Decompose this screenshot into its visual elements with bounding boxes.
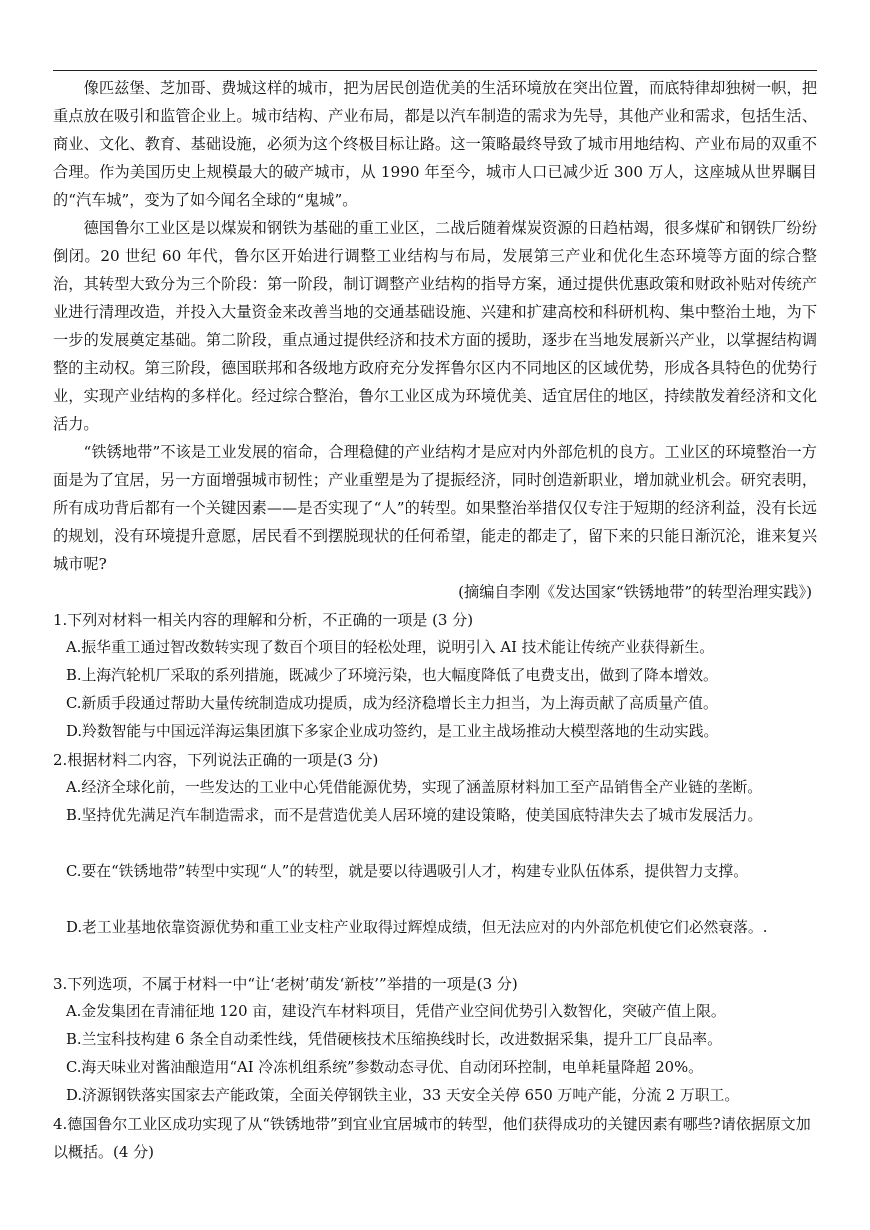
question-1-option-a: A.振华重工通过智改数转实现了数百个项目的轻松处理，说明引入 AI 技术能让传统产业获得新生。 [66,639,715,656]
passage-paragraph-3: “铁锈地带”不该是工业发展的宿命，合理稳健的产业结构才是应对内外部危机的良方。工业区的环境整治一方面是为了宜居，另一方面增强城市韧性；产业重塑是为了提振经济，同时创造新职业，增加就业机会。研究表明，所有成功背后都有一个关键因素——是否实现了“人”的转型。如果整治举措仅仅专注于短期的经济利益，没有长远的规划，没有环境提升意愿，居民看不到摆脱现状的任何希望，能走的都走了，留下来的只能日渐沉沦，谁来复兴城市呢? [53,443,817,573]
question-2-stem: 2.根据材料二内容，下列说法正确的一项是(3 分) [53,751,379,769]
question-1-stem: 1.下列对材料一相关内容的理解和分析，不正确的一项是 (3 分) [53,611,474,629]
question-3-option-a: A.金发集团在青浦征地 120 亩，建设汽车材料项目，凭借产业空间优势引入数智化，突破产值上限。 [66,1003,726,1020]
passage-source: (摘编自李刚《发达国家“铁锈地带”的转型治理实践》) [458,583,812,601]
question-2-option-b: B.坚持优先满足汽车制造需求，而不是营造优美人居环境的建设策略，使美国底特津失去了城市发展活力。 [66,807,763,824]
question-3-option-b: B.兰宝科技构建 6 条全自动柔性线，凭借硬核技术压缩换线时长，改进数据采集，提升工厂良品率。 [66,1031,722,1048]
top-rule [53,70,817,71]
question-1-option-b: B.上海汽轮机厂采取的系列措施，既减少了环境污染，也大幅度降低了电费支出，做到了降本增效。 [66,667,718,684]
question-3-option-c: C.海天味业对酱油酿造用“AI 冷冻机组系统”参数动态寻优、自动闭环控制，电单耗量降超 20%。 [66,1059,703,1076]
question-1-option-d: D.羚数智能与中国远洋海运集团旗下多家企业成功签约，是工业主战场推动大模型落地的生动实践。 [66,723,719,740]
question-2-option-d: D.老工业基地依靠资源优势和重工业支柱产业取得过辉煌成绩，但无法应对的内外部危机使它们必然衰落。. [66,919,768,936]
question-4-stem: 4.德国鲁尔工业区成功实现了从“铁锈地带”到宜业宜居城市的转型，他们获得成功的关键因素有哪些?请依据原文加以概括。(4 分) [53,1115,811,1161]
question-2-option-a: A.经济全球化前，一些发达的工业中心凭借能源优势，实现了涵盖原材料加工至产品销售全产业链的垄断。 [66,779,763,796]
question-3-option-d: D.济源钢铁落实国家去产能政策，全面关停钢铁主业，33 天安全关停 650 万吨产能，分流 2 万职工。 [66,1087,740,1104]
question-3-stem: 3.下列选项，不属于材料一中“让‘老树’萌发‘新枝’”举措的一项是(3 分) [53,975,518,993]
question-2-option-c: C.要在“铁锈地带”转型中实现“人”的转型，就是要以待遇吸引人才，构建专业队伍体系，提供智力支撑。 [66,863,749,880]
passage-paragraph-2: 德国鲁尔工业区是以煤炭和钢铁为基础的重工业区，二战后随着煤炭资源的日趋枯竭，很多煤矿和钢铁厂纷纷倒闭。20 世纪 60 年代，鲁尔区开始进行调整工业结构与布局，发展第三产业和优化生态环境等方面的综合整治，其转型大致分为三个阶段：第一阶段，制订调整产业结构的指导方案，通过提供优惠政策和财政补贴对传统产业进行清理改造，并投入大量资金来改善当地的交通基础设施、兴建和扩建高校和科研机构、集中整治土地，为下一步的发展奠定基础。第二阶段，重点通过提供经济和技术方面的援助，逐步在当地发展新兴产业，以掌握结构调整的主动权。第三阶段，德国联邦和各级地方政府充分发挥鲁尔区内不同地区的区域优势，形成各具特色的优势行业，实现产业结构的多样化。经过综合整治，鲁尔工业区成为环境优美、适宜居住的地区，持续散发着经济和文化活力。 [53,219,817,433]
question-1-option-c: C.新质手段通过帮助大量传统制造成功提质，成为经济稳增长主力担当，为上海贡献了高质量产值。 [66,695,718,712]
passage-paragraph-1: 像匹兹堡、芝加哥、费城这样的城市，把为居民创造优美的生活环境放在突出位置，而底特律却独树一帜，把重点放在吸引和监管企业上。城市结构、产业布局，都是以汽车制造的需求为先导，其他产业和需求，包括生活、商业、文化、教育、基础设施，必须为这个终极目标让路。这一策略最终导致了城市用地结构、产业布局的双重不合理。作为美国历史上规模最大的破产城市，从 1990 年至今，城市人口已减少近 300 万人，这座城从世界瞩目的“汽车城”，变为了如今闻名全球的“鬼城”。 [53,79,817,209]
